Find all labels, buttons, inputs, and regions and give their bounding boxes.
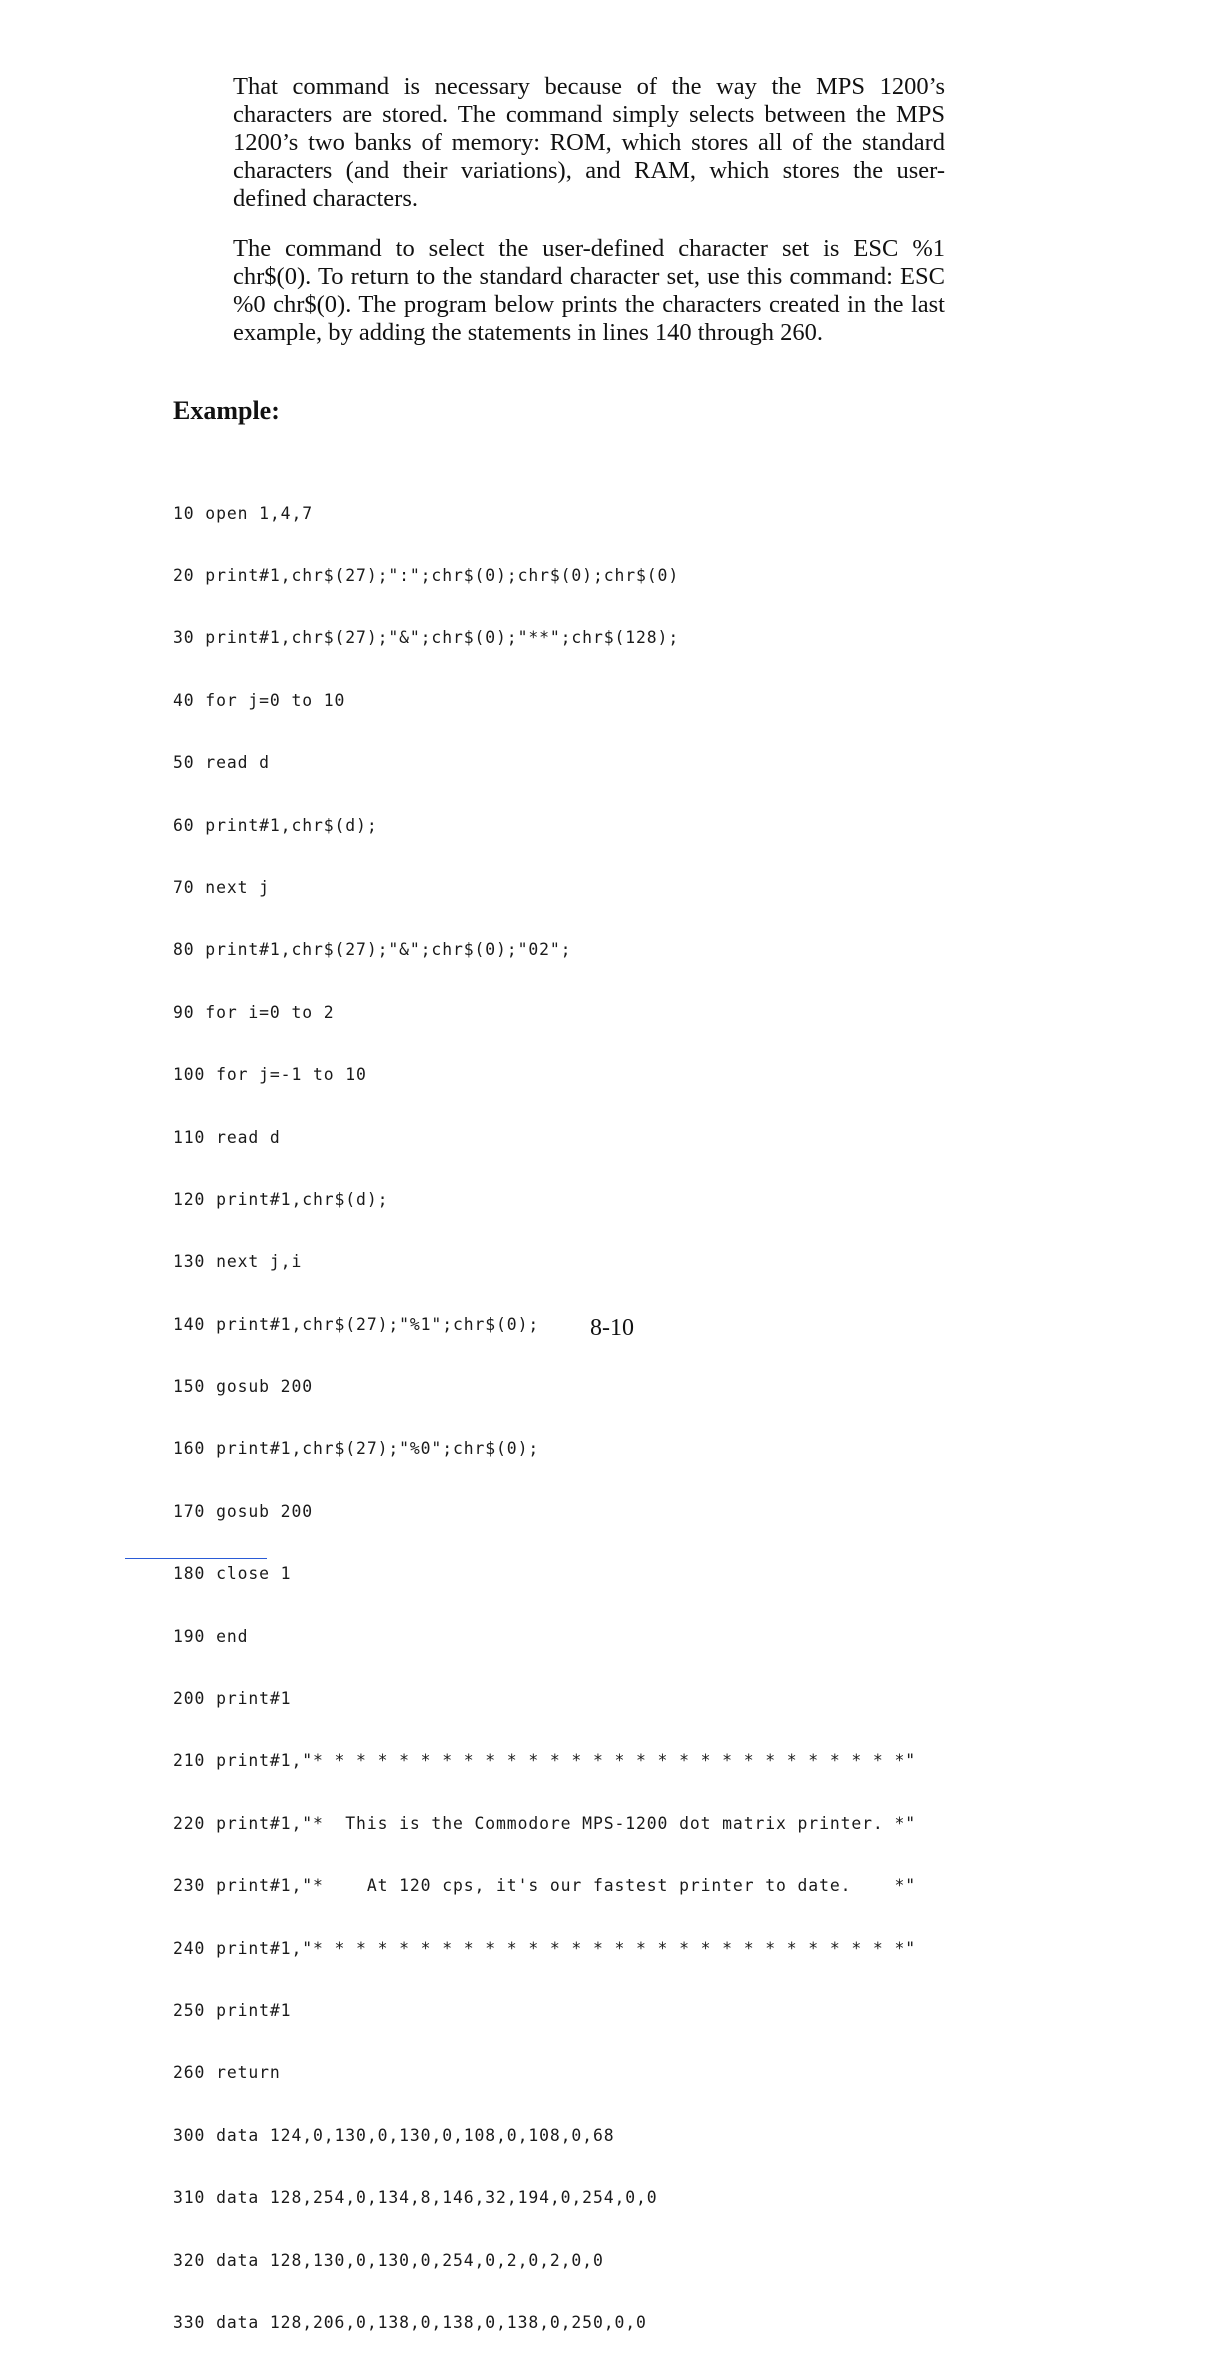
code-line: 50 read d	[173, 753, 270, 773]
code-line: 260 return	[173, 2063, 281, 2083]
code-line: 220 print#1,"* This is the Commodore MPS-1200 dot matrix printer. *"	[173, 1813, 916, 1833]
code-line: 330 data 128,206,0,138,0,138,0,138,0,250,0,0	[173, 2312, 647, 2332]
code-line: 40 for j=0 to 10	[173, 690, 346, 710]
code-line: 170 gosub 200	[173, 1501, 313, 1521]
code-line: 10 open 1,4,7	[173, 503, 313, 523]
code-line: 180 close 1	[173, 1564, 292, 1584]
code-line: 140 print#1,chr$(27);"%1";chr$(0);	[173, 1314, 540, 1334]
code-line: 190 end	[173, 1626, 249, 1646]
code-line: 310 data 128,254,0,134,8,146,32,194,0,254,0,0	[173, 2188, 658, 2208]
footer-rule	[125, 1558, 267, 1559]
code-listing	[173, 462, 916, 2355]
code-line: 200 print#1	[173, 1689, 292, 1709]
code-line: 240 print#1,"* * * * * * * * * * * * * * * * * * * * * * * * * * * *"	[173, 1938, 916, 1958]
code-line: 70 next j	[173, 877, 270, 897]
code-line: 100 for j=-1 to 10	[173, 1065, 367, 1085]
example-heading: Example:	[173, 396, 280, 425]
code-line: 120 print#1,chr$(d);	[173, 1189, 389, 1209]
code-line: 130 next j,i	[173, 1252, 303, 1272]
code-line: 320 data 128,130,0,130,0,254,0,2,0,2,0,0	[173, 2250, 604, 2270]
page-number: 8-10	[590, 1315, 634, 1341]
code-line: 90 for i=0 to 2	[173, 1002, 335, 1022]
code-line: 160 print#1,chr$(27);"%0";chr$(0);	[173, 1439, 540, 1459]
code-line: 150 gosub 200	[173, 1377, 313, 1397]
code-line: 110 read d	[173, 1127, 281, 1147]
code-line: 60 print#1,chr$(d);	[173, 815, 378, 835]
code-line: 230 print#1,"* At 120 cps, it's our fastest printer to date. *"	[173, 1876, 916, 1896]
code-line: 300 data 124,0,130,0,130,0,108,0,108,0,68	[173, 2125, 615, 2145]
code-line: 250 print#1	[173, 2000, 292, 2020]
code-line: 20 print#1,chr$(27);":";chr$(0);chr$(0);chr$(0)	[173, 565, 680, 585]
code-line: 30 print#1,chr$(27);"&";chr$(0);"**";chr$(128);	[173, 628, 680, 648]
body-paragraph-1: That command is necessary because of the way the MPS 1200’s characters are stored. The command simply selects between the MPS 1200’s two banks of memory: ROM, which stores all of the standard characters (and their variations), and RAM, which stores the user-defined characters.	[233, 73, 945, 212]
code-line: 210 print#1,"* * * * * * * * * * * * * * * * * * * * * * * * * * * *"	[173, 1751, 916, 1771]
code-line: 80 print#1,chr$(27);"&";chr$(0);"02";	[173, 940, 572, 960]
body-paragraph-2: The command to select the user-defined character set is ESC %1 chr$(0). To return to the standard character set, use this command: ESC %0 chr$(0). The program below prints the characters created in the last example, by adding the statements in lines 140 through 260.	[233, 235, 945, 346]
